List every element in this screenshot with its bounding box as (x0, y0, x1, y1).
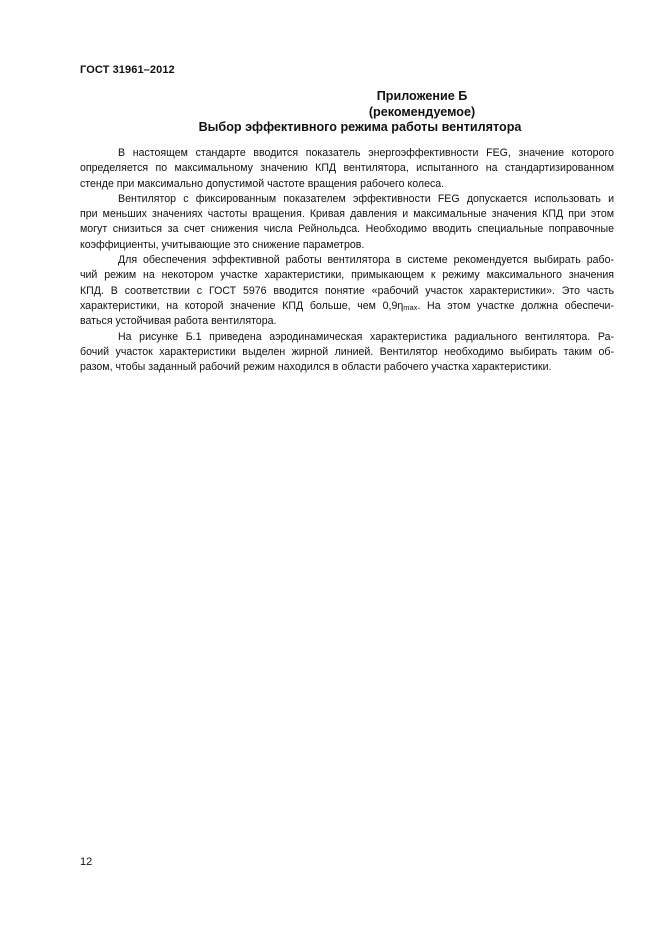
text-line: чий режим на некотором участке характеристики, примыкающем к режиму максимального значения (80, 269, 614, 282)
text-line: бочий участок характеристики выделен жирной линией. Вентилятор необходимо выбирать таким об- (80, 345, 614, 358)
text-line: могут снизиться за счет снижения числа Рейнольдса. Необходимо вводить специальные поправочные (80, 223, 614, 236)
text-line: На рисунке Б.1 приведена аэродинамическая характеристика радиального вентилятора. Ра- (118, 330, 614, 343)
page-number: 12 (80, 856, 93, 868)
text-line: В настоящем стандарте вводится показатель энергоэффективности FEG, значение которого (118, 147, 614, 159)
text-line: определяется по максимальному значению КПД вентилятора, испытанного на стандартизированном (80, 162, 614, 175)
eta-max-subscript: max (403, 302, 418, 312)
document-code-header: ГОСТ 31961–2012 (80, 64, 175, 76)
text-line: разом, чтобы заданный рабочий режим находился в области рабочего участка характеристики. (80, 361, 552, 374)
text-line: при меньших значениях частоты вращения. Кривая давления и максимальные значения КПД при этом (80, 208, 614, 221)
text-line: Вентилятор с фиксированным показателем эффективности FEG допускается использовать и (118, 192, 614, 205)
text-line: Для обеспечения эффективной работы вентилятора в системе рекомендуется выбирать рабо- (118, 254, 614, 267)
text-fragment: характеристики, на которой значение КПД больше, чем 0,9η (80, 299, 404, 312)
appendix-label: Приложение Б (376, 89, 468, 103)
text-line: КПД. В соответствии с ГОСТ 5976 вводится понятие «рабочий участок характеристики». Это часть (80, 284, 614, 297)
text-line-efficiency (80, 299, 614, 314)
text-line: коэффициенты, учитывающие это снижение параметров. (80, 238, 365, 251)
text-line: стенде при максимально допустимой частоте вращения рабочего колеса. (80, 177, 445, 190)
appendix-heading: Выбор эффективного режима работы вентилятора (198, 120, 522, 135)
text-fragment: . На этом участке должна обеспечи- (417, 299, 614, 312)
appendix-title-block (80, 89, 614, 136)
appendix-status: (рекомендуемое) (368, 104, 476, 119)
body-text (80, 146, 614, 375)
text-line: ваться устойчивая работа вентилятора. (80, 315, 277, 328)
